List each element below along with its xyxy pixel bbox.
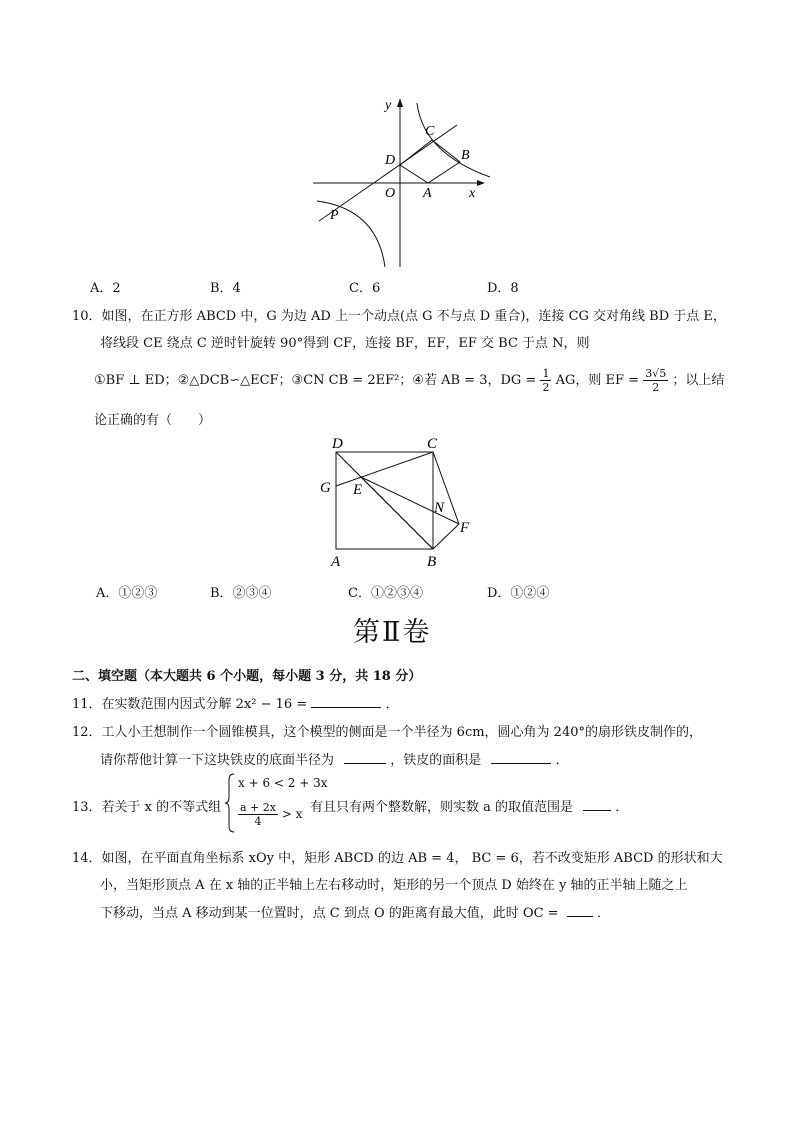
label-c: C [425, 124, 435, 139]
label-c: C [427, 436, 438, 452]
q13-condition: 有且只有两个整数解，则实数 a 的取值范围是 [310, 800, 574, 815]
x-axis-arrow [477, 180, 485, 186]
q10-options [96, 582, 616, 601]
label-a: A [331, 554, 341, 570]
q9-option-b[interactable]: B．4 [210, 281, 241, 296]
q11-answer-blank[interactable] [311, 695, 381, 708]
q12-radius-blank[interactable] [344, 751, 386, 764]
q12-line1: 12．工人小王想制作一个圆锥模具，这个模型的侧面是一个半径为 6cm，圆心角为 240°的扇形铁皮制作的， [72, 725, 702, 740]
q10-frac-1: $\frac{1}{2}$ [542, 367, 550, 394]
label-b: B [461, 148, 470, 163]
q10-statements-b: AG，则 EF = [555, 373, 640, 388]
q11 [72, 693, 399, 712]
q13-text-b [310, 796, 628, 815]
q12-line2 [100, 749, 569, 768]
q13-end: ． [615, 800, 629, 815]
label-g: G [320, 480, 331, 496]
q10-line3 [94, 364, 724, 398]
q9-figure [305, 95, 495, 270]
line-pdc [319, 125, 457, 221]
segment-eb [361, 477, 433, 549]
q13-frac: $\frac{a + 2x}{4}$ [240, 801, 276, 828]
q9-options [90, 277, 590, 296]
square-abcd [400, 140, 460, 183]
q13-answer-blank[interactable] [583, 798, 611, 811]
label-d: D [332, 436, 343, 452]
q14-line2: 小，当矩形顶点 A 在 x 轴的正半轴上左右移动时，矩形的另一个顶点 D 始终在 y 轴的正半轴上随之上 [100, 878, 688, 893]
q14-text: 下移动，当点 A 移动到某一位置时，点 C 到点 O 的距离有最大值，此时 OC = [100, 906, 559, 921]
q10-line4: 论正确的有（ ） [94, 413, 212, 428]
q9-option-c[interactable]: C．6 [349, 281, 381, 296]
q12-text-a: 请你帮他计算一下这块铁皮的底面半径为 [100, 753, 335, 768]
q10-statements-a: ①BF ⊥ ED；②△DCB∽△ECF；③CN CB = 2EF²；④若 AB = 3，DG = [94, 373, 537, 388]
q10-option-d[interactable]: D．①②④ [487, 586, 550, 601]
q10-figure [315, 432, 480, 572]
q13-text-a: 13．若关于 x 的不等式组 [72, 800, 222, 815]
q14-line3 [100, 902, 610, 921]
q10-line1: 10．如图，在正方形 ABCD 中，G 为边 AD 上一个动点(点 G 不与点 D 重合)，连接 CG 交对角线 BD 于点 E， [72, 309, 726, 324]
q10-option-a[interactable]: A．①②③ [96, 586, 158, 601]
q13-ineq2-rhs: > x [281, 807, 303, 821]
segment-bf [433, 524, 459, 549]
q12-text-b: ，铁皮的面积是 [390, 753, 482, 768]
label-a: A [423, 186, 432, 201]
q9-option-a[interactable]: A．2 [90, 281, 121, 296]
q10-statements-c: ；以上结 [672, 373, 725, 388]
label-y: y [385, 98, 392, 113]
q12-text-c: ． [555, 753, 569, 768]
q10-frac-2: $\frac{3√5}{2}$ [645, 367, 667, 394]
q14-answer-blank[interactable] [567, 904, 593, 917]
q10-option-c[interactable]: C．①②③④ [348, 586, 423, 601]
q10-line2: 将线段 CE 绕点 C 逆时针旋转 90°得到 CF，连接 BF，EF，EF 交 BC 于点 N，则 [100, 336, 590, 351]
q13-brace [224, 772, 236, 834]
q10-option-b[interactable]: B．②③④ [210, 586, 272, 601]
q14-end: ． [596, 906, 610, 921]
q9-option-d[interactable]: D．8 [487, 281, 519, 296]
y-axis-arrow [397, 98, 403, 107]
label-d: D [385, 153, 396, 168]
label-n: N [434, 500, 445, 516]
hyperbola-branch-2 [317, 201, 385, 267]
label-f: F [460, 520, 470, 536]
part-title: 第Ⅱ卷 [353, 617, 432, 648]
section2-header: 二、填空题（本大题共 6 个小题，每小题 3 分，共 18 分） [72, 669, 422, 684]
q13-ineq1: x + 6 < 2 + 3x [238, 776, 328, 790]
label-x: x [469, 186, 476, 201]
label-e: E [353, 482, 363, 498]
label-p: P [330, 208, 339, 223]
label-b: B [427, 554, 437, 570]
label-o: O [385, 186, 396, 201]
q14-line1: 14．如图，在平面直角坐标系 xOy 中，矩形 ABCD 的边 AB = 4， BC = 6，若不改变矩形 ABCD 的形状和大 [72, 851, 723, 866]
q11-text: 11．在实数范围内因式分解 2x² − 16 = [72, 697, 308, 712]
q12-area-blank[interactable] [491, 751, 551, 764]
q13-ineq2 [238, 797, 302, 831]
segment-cg [336, 452, 433, 486]
q11-end: ． [385, 697, 399, 712]
